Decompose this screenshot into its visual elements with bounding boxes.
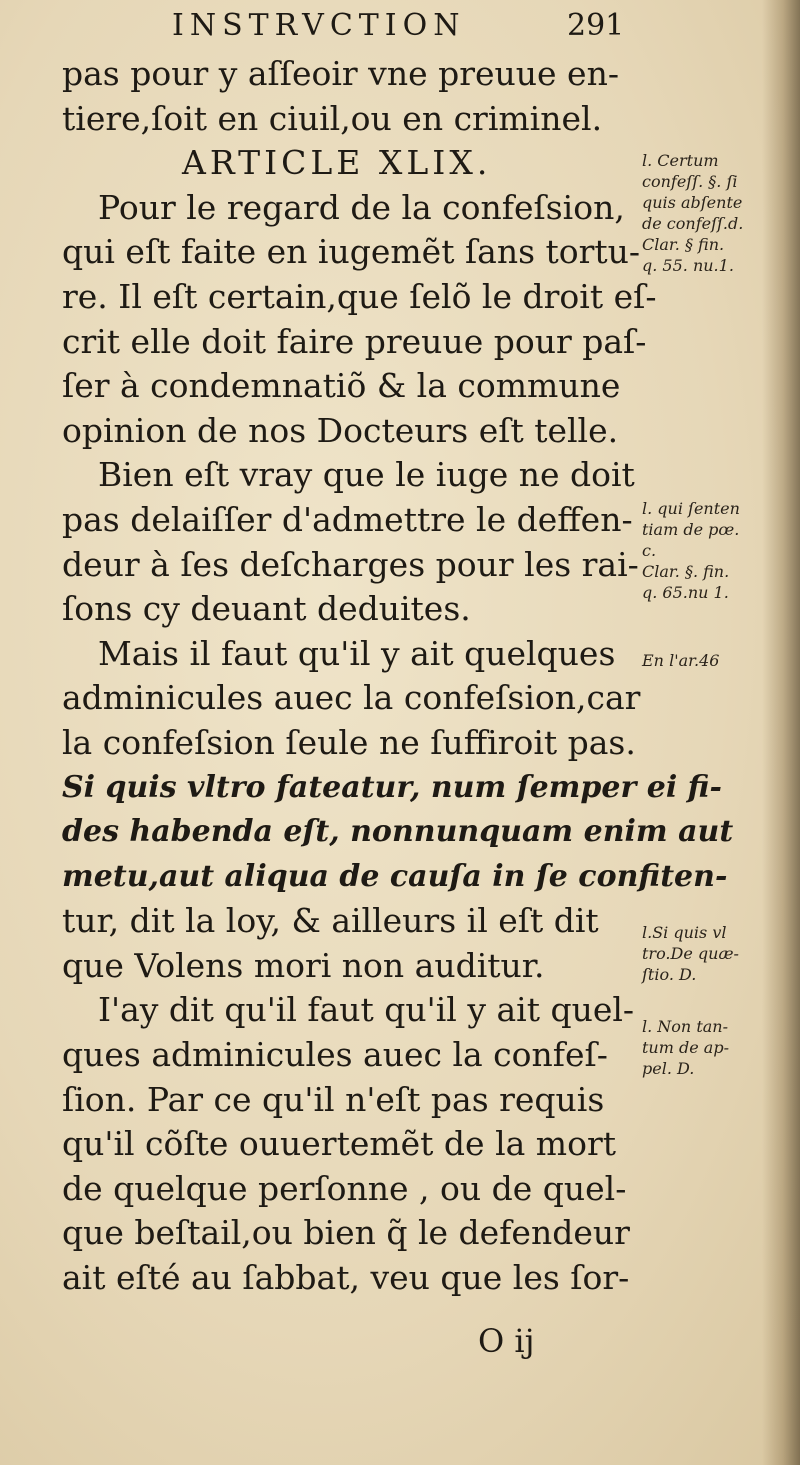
running-head: [172, 8, 632, 54]
text-line: la confeſsion ſeule ne ſuffiroit pas.: [62, 722, 636, 762]
latin-quote-line: metu,aut aliqua de cauſa in ſe confiten-: [62, 858, 728, 894]
text-line: que Volens mori non auditur.: [62, 945, 545, 985]
margin-note: l.Si quis vl tro.De quæ- ſtio. D.: [642, 923, 739, 984]
text-line: crit elle doit faire preuue pour paſ-: [62, 321, 647, 361]
text-line: deur à ſes deſcharges pour les rai-: [62, 544, 639, 584]
text-line: Bien eſt vray que le iuge ne doit: [98, 455, 635, 495]
signature-mark: O ij: [478, 1322, 535, 1360]
latin-quote-line: des habenda eſt, nonnunquam enim aut: [62, 814, 734, 850]
margin-note: l. qui ſenten tiam de pœ. c. Clar. §. fin. q. 65.nu 1.: [642, 499, 740, 602]
text-line: que beſtail,ou bien q̃ le defendeur: [62, 1213, 630, 1253]
text-line: opinion de nos Docteurs eſt telle.: [62, 410, 619, 450]
text-line: re. Il eſt certain,que ſelõ le droit eſ-: [62, 276, 657, 316]
text-line: Mais il faut qu'il y ait quelques: [98, 633, 616, 673]
text-line: ſer à condemnatiõ & la commune: [62, 366, 621, 406]
margin-note: En l'ar.46: [642, 651, 720, 670]
text-line: qu'il cõſte ouuertemẽt de la mort: [62, 1124, 616, 1164]
text-line: ſion. Par ce qu'il n'eſt pas requis: [62, 1079, 605, 1119]
page-number: 291: [567, 8, 625, 43]
running-head-title: INSTRVCTION: [172, 8, 466, 43]
text-line: ait eſté au ſabbat, veu que les ſor-: [62, 1258, 630, 1298]
latin-quote-line: Si quis vltro fateatur, num ſemper ei fi-: [62, 769, 722, 805]
text-line: adminicules auec la confeſsion,car: [62, 678, 641, 718]
margin-note: l. Certum confeſſ. §. ſi quis abſente de confeſſ.d. Clar. § fin. q. 55. nu.1.: [642, 151, 744, 275]
text-line: pas pour y aſſeoir vne preuue en-: [62, 54, 619, 93]
text-line: Pour le regard de la confeſsion,: [98, 187, 625, 227]
text-line: ſons cy deuant deduites.: [62, 589, 471, 629]
text-line: tur, dit la loy, & ailleurs il eſt dit: [62, 901, 599, 941]
margin-notes: [642, 0, 792, 1465]
text-line: tiere,ſoit en ciuil,ou en criminel.: [62, 98, 603, 138]
article-heading: ARTICLE XLIX.: [182, 143, 492, 183]
margin-note: l. Non tan- tum de ap- pel. D.: [642, 1017, 729, 1078]
text-line: de quelque perſonne , ou de quel-: [62, 1168, 627, 1208]
text-line: I'ay dit qu'il faut qu'il y ait quel-: [98, 990, 635, 1030]
text-line: ques adminicules auec la confeſ-: [62, 1035, 608, 1075]
text-line: qui eſt faite en iugemẽt ſans tortu-: [62, 232, 641, 272]
text-line: pas delaiſſer d'admettre le deffen-: [62, 499, 633, 539]
